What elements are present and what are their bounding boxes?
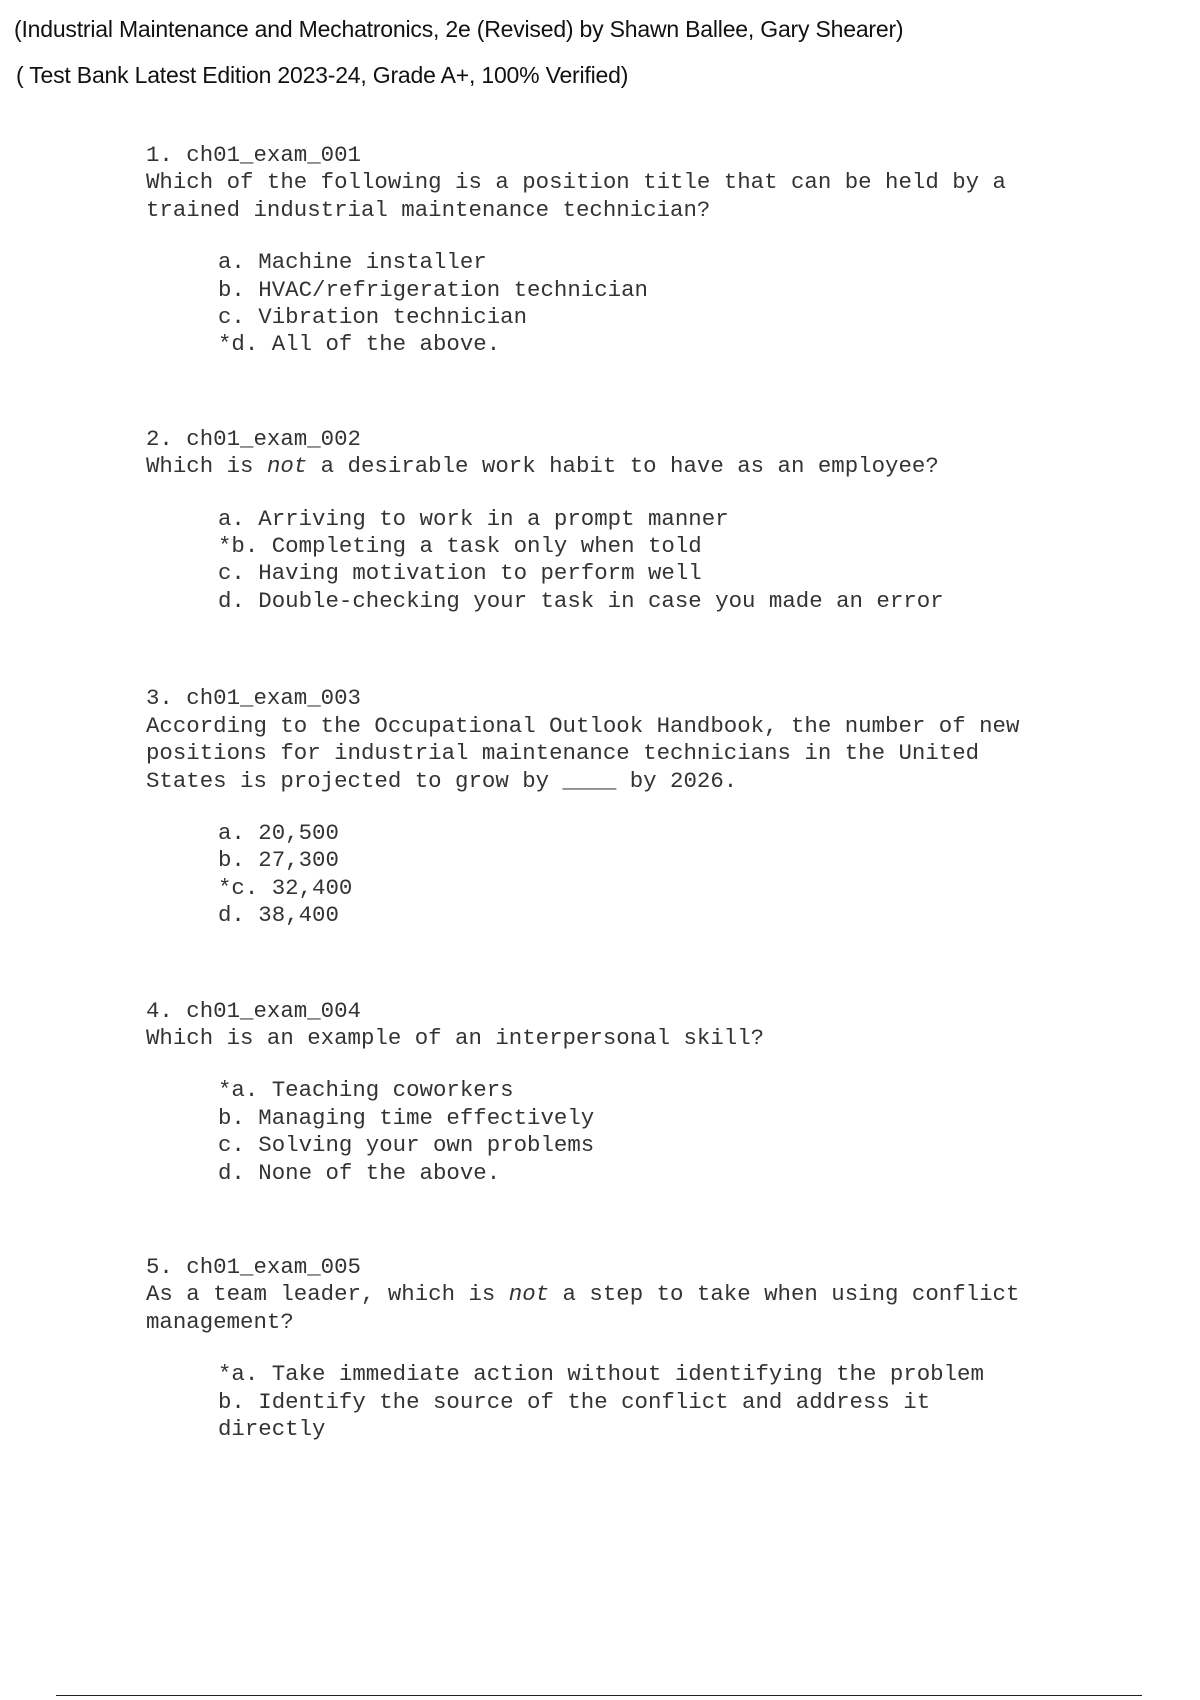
question-stem: Which is an example of an interpersonal skill? <box>146 1024 765 1051</box>
answer-option: b. Identify the source of the conflict and address it directly <box>218 1388 944 1442</box>
answer-option: c. Vibration technician <box>218 304 528 331</box>
question-stem <box>146 453 1046 480</box>
question-1 <box>146 142 1046 359</box>
answer-option: d. 38,400 <box>218 902 339 929</box>
answer-option: c. Solving your own problems <box>218 1132 595 1159</box>
footer-divider <box>56 1695 1142 1696</box>
question-list <box>146 142 1046 1443</box>
answer-option: a. Machine installer <box>218 249 487 276</box>
stem-emphasis: not <box>508 1281 550 1308</box>
question-5 <box>146 1254 1046 1443</box>
answer-option-correct: *c. 32,400 <box>218 874 353 901</box>
stem-text: a step to take when using conflict management? <box>146 1281 1033 1335</box>
question-id: 2. ch01_exam_002 <box>146 425 361 452</box>
question-2 <box>146 426 1046 615</box>
question-3 <box>146 685 1046 929</box>
question-stem: According to the Occupational Outlook Handbook, the number of new positions for industrial maintenance technicians in the United States is projected to grow by ____ by 2026. <box>146 712 1033 794</box>
stem-text: a desirable work habit to have as an employee? <box>307 453 939 480</box>
stem-text: Which is <box>146 453 267 480</box>
answer-option-correct: *b. Completing a task only when told <box>218 533 702 560</box>
question-stem: Which of the following is a position title that can be held by a trained industrial maintenance technician? <box>146 169 1020 223</box>
answer-options <box>218 1077 1008 1187</box>
answer-option: b. Managing time effectively <box>218 1104 595 1131</box>
document-title: (Industrial Maintenance and Mechatronics, 2e (Revised) by Shawn Ballee, Gary Shearer) <box>14 16 904 42</box>
answer-option-correct: *a. Take immediate action without identifying the problem <box>218 1361 984 1388</box>
answer-option: d. Double-checking your task in case you made an error <box>218 587 944 614</box>
answer-option: b. 27,300 <box>218 847 339 874</box>
answer-options <box>218 820 1008 930</box>
answer-options <box>218 249 1008 359</box>
question-id: 4. ch01_exam_004 <box>146 997 361 1024</box>
question-id: 1. ch01_exam_001 <box>146 142 361 168</box>
answer-option: b. HVAC/refrigeration technician <box>218 276 648 303</box>
stem-text: As a team leader, which is <box>146 1281 509 1308</box>
answer-option-correct: *d. All of the above. <box>218 331 501 358</box>
answer-option: a. 20,500 <box>218 819 339 846</box>
question-4 <box>146 998 1046 1187</box>
question-id: 3. ch01_exam_003 <box>146 685 361 712</box>
answer-option: a. Arriving to work in a prompt manner <box>218 505 729 532</box>
question-stem <box>146 1281 1046 1336</box>
answer-option-correct: *a. Teaching coworkers <box>218 1077 514 1104</box>
answer-option: c. Having motivation to perform well <box>218 560 702 587</box>
stem-emphasis: not <box>266 453 308 480</box>
document-subtitle: ( Test Bank Latest Edition 2023-24, Grade A+, 100% Verified) <box>16 62 629 88</box>
answer-options <box>218 1361 1008 1443</box>
answer-option: d. None of the above. <box>218 1159 501 1186</box>
answer-options <box>218 506 1008 616</box>
question-id: 5. ch01_exam_005 <box>146 1253 361 1280</box>
